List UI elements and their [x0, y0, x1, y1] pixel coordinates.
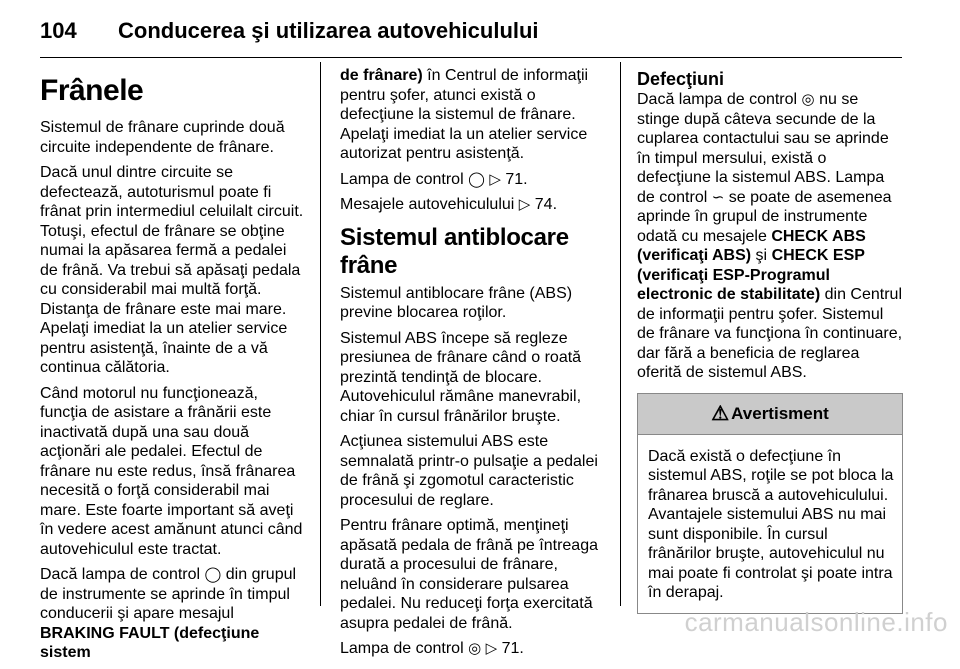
text: şi	[751, 247, 772, 264]
header-rule	[40, 57, 902, 58]
paragraph	[340, 66, 608, 164]
text: se poate de asemenea aprinde în grupul de instrumente odată cu mesajele	[637, 188, 892, 245]
paragraph: Dacă unul dintre circuite se defectează, autoturismul poate fi frânat prin intermediul celuilalt circuit. Totuşi, efectul de frânare se obţine numai la apăsarea fermă a pedalei de frână. Va trebui să apăsaţi pedala cu considerabil mai multă forţă. Distanţa de frânare este mai mare. Apelaţi imediat la un atelier service pentru asistenţă, înainte de a vă continua călătoria.	[40, 164, 304, 376]
section-heading-brakes: Frânele	[40, 74, 144, 107]
paragraph: Sistemul de frânare cuprinde două circuite independente de frânare.	[40, 119, 285, 156]
paragraph: Pentru frânare optimă, menţineţi apăsată pedala de frână pe întreaga durată a procesului de frânare, neluând în considerare pulsarea pedalei. Nu reduceţi forţa exercitată asupra pedalei de frână.	[340, 517, 598, 632]
abs-warning-icon: ◎	[801, 91, 815, 108]
warning-text: Dacă există o defecţiune în sistemul ABS, roţile se pot bloca la frânarea bruscă a autovehiculului. Avantajele sistemului ABS nu mai sunt disponibile. În cursul frânărilor bruşte, autovehiculul nu mai poate fi controlat şi poate intra în derapaj.	[648, 447, 894, 601]
column-3	[637, 66, 903, 614]
paragraph	[340, 170, 608, 190]
message-text: de frânare)	[340, 67, 423, 84]
text: Lampa de control	[340, 640, 469, 657]
page-reference: 71.	[500, 170, 528, 188]
brake-warning-icon: ◯	[204, 566, 222, 583]
text: Dacă lampa de control	[637, 91, 802, 108]
page-reference-arrow-icon: ▷	[489, 170, 501, 188]
text: din grupul de instrumente se aprinde în timpul conducerii şi apare mesajul	[40, 566, 297, 622]
column-divider-1	[320, 62, 321, 606]
abs-warning-icon: ◎	[468, 640, 482, 657]
column-divider-2	[620, 62, 621, 606]
section-heading-abs: Sistemul antiblocare frâne	[340, 223, 569, 279]
message-text: CHECK ESP (verificaţi ESP-Programul electronic de stabilitate)	[637, 247, 865, 303]
paragraph	[340, 195, 608, 215]
page-reference: 74.	[530, 196, 558, 213]
text: Dacă lampa de control	[40, 566, 205, 583]
chapter-title: Conducerea şi utilizarea autovehiculului	[118, 18, 539, 43]
column-1	[40, 66, 306, 669]
warning-body	[638, 435, 902, 613]
text: nu se stinge după câteva secunde de la cuplarea contactului sau se aprinde în timpul mersului, există o defecţiune la sistemul ABS. Lampa de control	[637, 91, 889, 206]
text: Lampa de control	[340, 170, 469, 188]
paragraph: Sistemul ABS începe să regleze presiunea de frânare când o roată prezintă tendinţă de blocare. Autovehiculul rămâne manevrabil, chiar în cursul frânărilor bruşte.	[340, 329, 582, 425]
page-reference-arrow-icon: ▷	[518, 196, 531, 213]
text: Mesajele autovehiculului	[340, 196, 519, 213]
text: din Centrul de informaţii pentru şofer. Sistemul de frânare va funcţiona în continuare, dar fără a beneficia de reglarea oferită de sistemul ABS.	[637, 286, 903, 381]
message-text: BRAKING FAULT (defecţiune sistem	[40, 624, 260, 661]
paragraph	[40, 565, 306, 663]
paragraph: Sistemul antiblocare frâne (ABS) previne blocarea roţilor.	[340, 284, 573, 321]
paragraph	[637, 90, 903, 383]
column-2	[340, 66, 608, 665]
paragraph: Când motorul nu funcţionează, funcţia de asistare a frânării este inactivată după una sau două acţionări ale pedalei. Efectul de frânare nu este redus, însă frânarea necesită o forţă considerabil mai mare. Este foarte important să aveţi în vedere acest amănunt atunci când autovehiculul este tractat.	[40, 384, 303, 558]
warning-header	[638, 394, 902, 435]
text: în Centrul de informaţii pentru şofer, atunci există o defecţiune la sistemul de frânare. Apelaţi imediat la un atelier service autorizat pentru asistenţă.	[340, 67, 589, 162]
page-number: 104	[40, 18, 77, 43]
message-text: CHECK ABS (verificaţi ABS)	[637, 227, 866, 264]
warning-box	[637, 393, 903, 614]
brake-warning-icon: ◯	[468, 170, 485, 188]
watermark: carmanualsonline.info	[684, 607, 948, 637]
esp-skid-icon: ∽	[711, 188, 725, 206]
subheading-faults: Defecţiuni	[637, 69, 725, 89]
warning-title: Avertisment	[731, 403, 829, 423]
paragraph: Acţiunea sistemului ABS este semnalată printr-o pulsaţie a pedalei de frână şi zgomotul caracteristic procesului de reglare.	[340, 433, 598, 509]
page-reference-arrow-icon: ▷	[485, 640, 498, 657]
warning-triangle-icon: ⚠	[711, 402, 730, 425]
page-reference: 71.	[497, 640, 524, 657]
